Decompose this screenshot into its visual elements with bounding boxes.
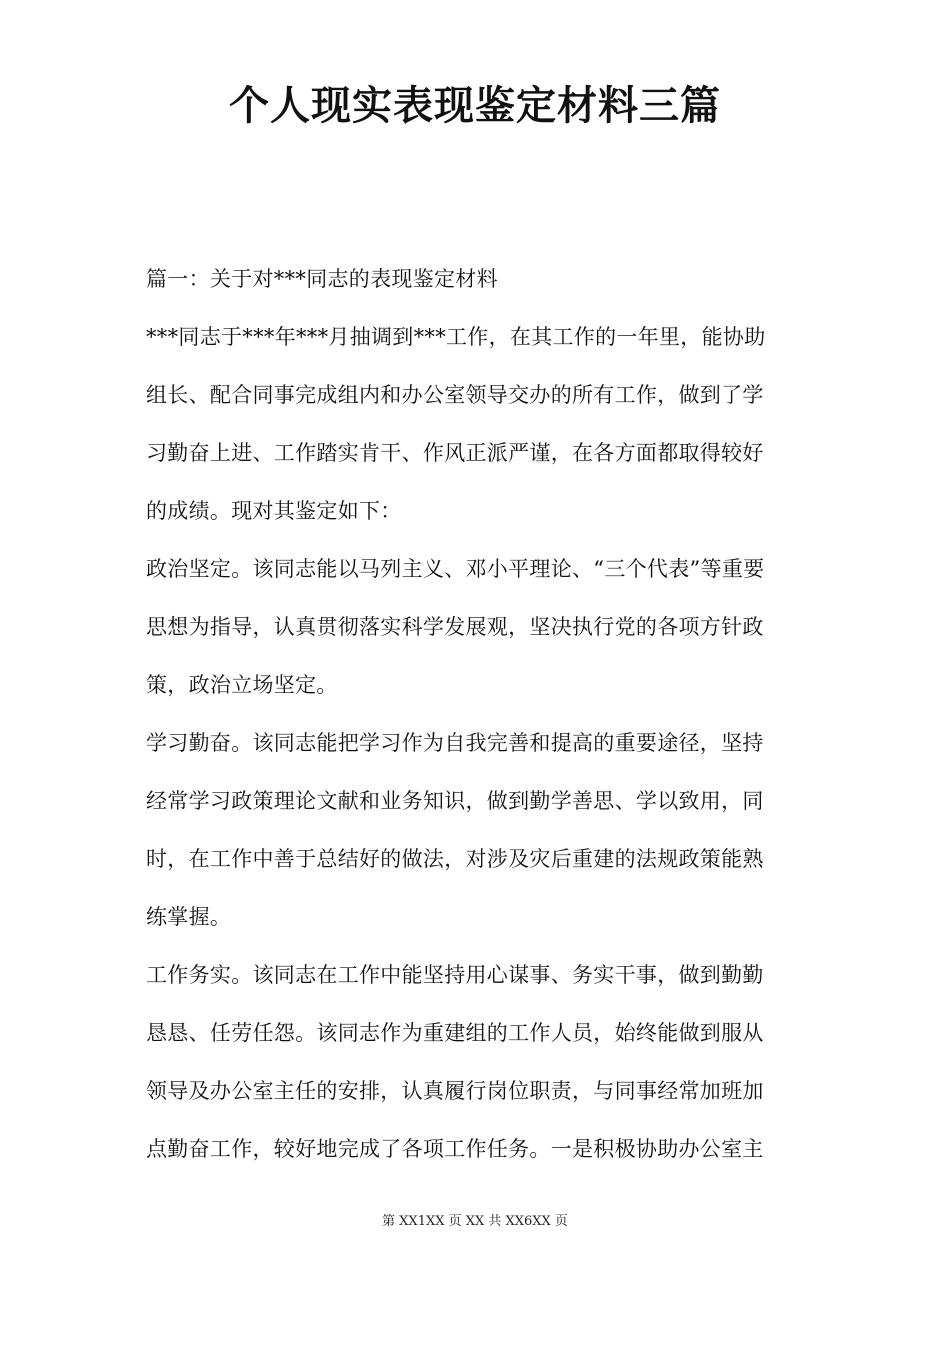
page-footer: 第 XX1XX 页 XX 共 XX6XX 页 [382, 1214, 568, 1229]
body-line: 思想为指导，认真贯彻落实科学发展观，坚决执行党的各项方针政 [146, 615, 764, 639]
body-line: 时，在工作中善于总结好的做法，对涉及灾后重建的法规政策能熟 [146, 847, 764, 871]
body-line: 学习勤奋。该同志能把学习作为自我完善和提高的重要途径，坚持 [146, 731, 764, 755]
body-line: 工作务实。该同志在工作中能坚持用心谋事、务实干事，做到勤勤 [146, 963, 764, 987]
body-line: 习勤奋上进、工作踏实肯干、作风正派严谨，在各方面都取得较好 [146, 441, 764, 465]
body-line: ***同志于***年***月抽调到***工作，在其工作的一年里，能协助 [146, 325, 766, 349]
body-line: 点勤奋工作，较好地完成了各项工作任务。一是积极协助办公室主 [146, 1137, 764, 1161]
body-line: 领导及办公室主任的安排，认真履行岗位职责，与同事经常加班加 [146, 1079, 764, 1103]
body-line: 练掌握。 [146, 905, 232, 929]
body-line: 恳恳、任劳任怨。该同志作为重建组的工作人员，始终能做到服从 [146, 1021, 764, 1045]
document-body [146, 250, 810, 1178]
body-line: 经常学习政策理论文献和业务知识，做到勤学善思、学以致用，同 [146, 789, 764, 813]
body-line: 组长、配合同事完成组内和办公室领导交办的所有工作，做到了学 [146, 383, 764, 407]
body-line: 策，政治立场坚定。 [146, 673, 338, 697]
body-line: 篇一：关于对***同志的表现鉴定材料 [146, 267, 498, 291]
document-title: 个人现实表现鉴定材料三篇 [229, 82, 721, 129]
body-line: 政治坚定。该同志能以马列主义、邓小平理论、“三个代表”等重要 [146, 557, 765, 581]
body-line: 的成绩。现对其鉴定如下： [146, 499, 402, 523]
